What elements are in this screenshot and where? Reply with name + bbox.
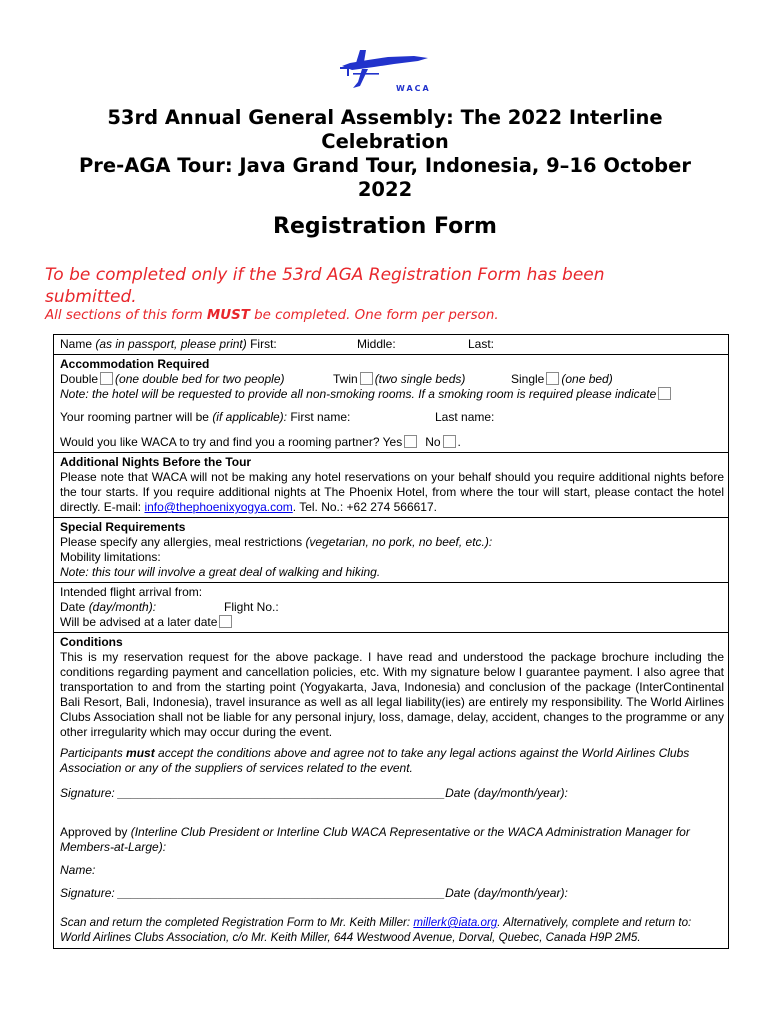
participants-text	[60, 746, 724, 776]
name-label-italic: (as in passport, please print)	[95, 337, 247, 351]
conditions-section	[54, 633, 728, 948]
partner-label-pre: Your rooming partner will be	[60, 410, 213, 424]
conditions-heading: Conditions	[60, 635, 123, 649]
registration-form	[53, 334, 729, 949]
partner-label-italic: (if applicable):	[212, 410, 288, 424]
smoking-checkbox[interactable]	[658, 387, 671, 400]
partner-first-name-label[interactable]: First name:	[287, 410, 351, 424]
arrival-date-label: Date	[60, 600, 89, 614]
accommodation-section	[54, 355, 728, 453]
double-checkbox[interactable]	[100, 372, 113, 385]
double-label: Double	[60, 372, 99, 386]
single-checkbox[interactable]	[546, 372, 559, 385]
mobility-line[interactable]: Mobility limitations:	[60, 550, 161, 564]
additional-nights-body: Please note that WACA will not be making any hotel reservations on your behalf should you require additional nights before the tour starts. If you require additional nights at The Phoenix Hotel, from where the tour will start, please contact the hotel directly. E-mail:	[60, 470, 724, 514]
additional-nights-heading: Additional Nights Before the Tour	[60, 455, 252, 469]
hotel-tel: . Tel. No.: +62 274 566617.	[292, 500, 437, 514]
approved-by-pre: Approved by	[60, 825, 131, 839]
participant-signature-label: Signature: _________________________________________________	[60, 786, 446, 800]
allergies-label: Please specify any allergies, meal restrictions	[60, 535, 306, 549]
return-instructions	[60, 915, 724, 930]
approver-signature-line[interactable]	[60, 886, 724, 901]
form-subtitle: Registration Form	[273, 214, 497, 239]
find-partner-no-checkbox[interactable]	[443, 435, 456, 448]
title-line-3: Pre-AGA Tour: Java Grand Tour, Indonesia, 9–16 October	[79, 154, 691, 177]
walking-note: Note: this tour will involve a great deal of walking and hiking.	[60, 565, 381, 579]
waca-logo	[338, 44, 432, 96]
find-partner-no-label: No	[425, 435, 441, 449]
contact-email-link[interactable]: millerk@iata.org	[413, 916, 498, 929]
name-label	[60, 337, 277, 352]
sections-notice	[45, 308, 735, 323]
additional-nights-text	[60, 470, 724, 515]
single-note: (one bed)	[561, 372, 613, 386]
approved-by-text	[60, 825, 724, 855]
first-name-label[interactable]: First:	[246, 337, 277, 351]
arrival-date-format: (day/month):	[88, 600, 157, 614]
return-address: World Airlines Clubs Association, c/o Mr. Keith Miller, 644 Westwood Avenue, Dorval, Quebec, Canada H9P 2M5.	[60, 931, 641, 944]
notice-line-2: submitted.	[45, 287, 137, 307]
middle-name-label[interactable]: Middle:	[357, 337, 396, 351]
accommodation-heading: Accommodation Required	[60, 357, 210, 371]
participant-signature-line[interactable]	[60, 786, 724, 801]
approved-by-roles: (Interline Club President or Interline Club WACA Representative or the WACA Administration Manager for Members-at-Large):	[60, 825, 690, 854]
find-partner-period: .	[457, 435, 461, 449]
arrival-date-line[interactable]	[60, 600, 156, 615]
title-line-4: 2022	[357, 178, 413, 201]
participants-pre: Participants	[60, 746, 127, 760]
page-title	[40, 106, 730, 202]
return-instructions-post: . Alternatively, complete and return to:	[497, 916, 692, 929]
flight-section	[54, 583, 728, 633]
hotel-email-link[interactable]: info@thephoenixyogya.com	[144, 500, 293, 514]
additional-nights-section	[54, 453, 728, 518]
advised-later-checkbox[interactable]	[219, 615, 232, 628]
find-partner-question: Would you like WACA to try and find you a rooming partner? Yes	[60, 435, 403, 449]
last-name-label[interactable]: Last:	[468, 337, 495, 351]
return-instructions-pre: Scan and return the completed Registration Form to Mr. Keith Miller:	[60, 916, 414, 929]
smoking-note: Note: the hotel will be requested to provide all non-smoking rooms. If a smoking room is required please indicate	[60, 387, 657, 401]
name-section	[54, 335, 728, 355]
participants-must: must	[126, 746, 155, 760]
twin-checkbox[interactable]	[360, 372, 373, 385]
title-line-1: 53rd Annual General Assembly: The 2022 Interline	[107, 106, 663, 129]
arrival-line[interactable]: Intended flight arrival from:	[60, 585, 203, 599]
sections-notice-post: be completed. One form per person.	[249, 308, 499, 323]
completion-notice	[45, 264, 725, 308]
allergies-examples: (vegetarian, no pork, no beef, etc.):	[305, 535, 493, 549]
participants-post: accept the conditions above and agree not to take any legal actions against the World Airlines Clubs Association or any of the suppliers of services related to the event.	[60, 746, 690, 775]
logo-text: WACA	[396, 84, 431, 93]
notice-line-1: To be completed only if the 53rd AGA Registration Form has been	[45, 265, 605, 285]
sections-notice-pre: All sections of this form	[45, 308, 207, 323]
find-partner-yes-checkbox[interactable]	[404, 435, 417, 448]
twin-note: (two single beds)	[374, 372, 466, 386]
twin-label: Twin	[333, 372, 358, 386]
sections-notice-must: MUST	[206, 308, 250, 323]
double-note: (one double bed for two people)	[115, 372, 285, 386]
allergies-line[interactable]	[60, 535, 724, 550]
approver-name-line[interactable]: Name:	[60, 863, 96, 877]
approver-signature-label: Signature: _________________________________________________	[60, 886, 446, 900]
special-requirements-heading: Special Requirements	[60, 520, 186, 534]
advised-later-label: Will be advised at a later date	[60, 615, 218, 629]
flight-no-label[interactable]: Flight No.:	[224, 600, 279, 614]
approver-date-label: Date (day/month/year):	[445, 886, 568, 900]
title-line-2: Celebration	[321, 130, 449, 153]
special-requirements-section	[54, 518, 728, 583]
partner-last-name-label[interactable]: Last name:	[435, 410, 495, 424]
conditions-text: This is my reservation request for the above package. I have read and understood the package brochure including the conditions regarding payment and cancellation policies, etc. With my signature below I guarantee payment. I also agree that transportation to and from the starting point (Yogyakarta, Java, Indonesia) and conclusion of the package (InterContinental Bali Resort, Bali, Indonesia), travel insurance as well as all legal liability(ies) are entirely my responsibility. The World Airlines Clubs Association shall not be liable for any personal injury, loss, damage, delay, accident, changes to the programme or any other irregularity which may occur during the event.	[60, 650, 724, 739]
name-label-pre: Name	[60, 337, 96, 351]
participant-date-label: Date (day/month/year):	[445, 786, 568, 800]
single-label: Single	[511, 372, 545, 386]
